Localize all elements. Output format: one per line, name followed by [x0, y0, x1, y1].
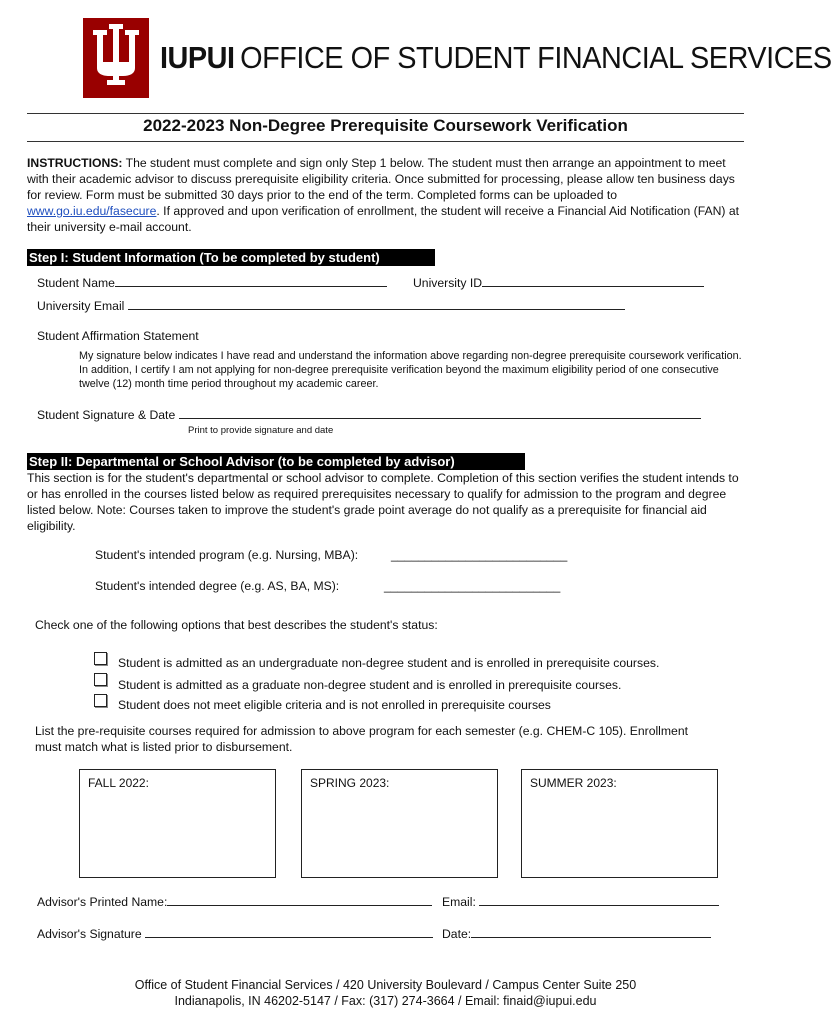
student-signature-row [37, 407, 701, 422]
affirmation-text: My signature below indicates I have read and understand the information above regarding non-degree prerequisite coursework verification. In addition, I certify I am not applying for non-degree prerequisite verification beyond the maximum eligibility period of one consecutive twelve (12) month time period throughout my academic career. [79, 350, 742, 390]
graduate-nondegree-checkbox[interactable] [94, 673, 107, 686]
advisor-email-row [442, 894, 719, 909]
fasecure-link[interactable]: www.go.iu.edu/fasecure [27, 204, 157, 218]
courses-prompt: List the pre-requisite courses required for admission to above program for each semester (e.g. CHEM-C 105). Enrollment must match what is listed prior to disbursement. [35, 724, 688, 754]
student-name-row [37, 275, 387, 290]
fall-2022-label: FALL 2022: [88, 776, 149, 790]
not-eligible-checkbox[interactable] [94, 694, 107, 707]
step1-heading: Step I: Student Information (To be completed by student) [27, 249, 435, 266]
program-field[interactable]: __________________________ [391, 548, 568, 562]
advisor-date-row [442, 926, 711, 941]
advisor-date-label: Date: [442, 927, 472, 941]
advisor-date-field[interactable] [471, 926, 711, 938]
brand-rest: OFFICE OF STUDENT FINANCIAL SERVICES [240, 40, 832, 75]
university-email-label: University Email [37, 299, 125, 313]
university-id-field[interactable] [482, 275, 704, 287]
affirmation-title: Student Affirmation Statement [37, 329, 199, 343]
spring-2023-box[interactable] [301, 769, 498, 878]
university-id-row [413, 275, 704, 290]
advisor-email-label: Email: [442, 895, 476, 909]
summer-2023-label: SUMMER 2023: [530, 776, 617, 790]
instructions-text-a: The student must complete and sign only Step 1 below. The student must then arrange an appointment to meet with their academic advisor to discuss prerequisite eligibility criteria. Once submitted for processing, please allow ten business days for review. Form must be submitted 30 days prior to the end of the term. Completed forms can be uploaded to [27, 156, 735, 202]
degree-field[interactable]: __________________________ [384, 579, 561, 593]
option-not-eligible-label: Student does not meet eligible criteria and is not enrolled in prerequisite courses [118, 698, 551, 712]
student-signature-field[interactable] [179, 407, 701, 419]
advisor-name-label: Advisor's Printed Name: [37, 895, 168, 909]
instructions-label: INSTRUCTIONS: [27, 156, 123, 170]
fall-2022-box[interactable] [79, 769, 276, 878]
title-top-rule [27, 113, 744, 114]
university-email-field[interactable] [128, 298, 625, 310]
footer-contact: Indianapolis, IN 46202-5147 / Fax: (317) 274-3664 / Email: finaid@iupui.edu [174, 994, 597, 1008]
spring-2023-label: SPRING 2023: [310, 776, 390, 790]
office-brand-title [160, 38, 832, 78]
signature-hint: Print to provide signature and date [188, 425, 334, 436]
instructions-text-b: . If approved and upon verification of enrollment, the student will receive a Financial Aid Notification (FAN) at their university e-mail account. [27, 204, 740, 234]
advisor-signature-row [37, 926, 433, 941]
summer-2023-box[interactable] [521, 769, 718, 878]
option-undergrad-label: Student is admitted as an undergraduate non-degree student and is enrolled in prerequisite courses. [118, 656, 660, 670]
university-id-label: University ID [413, 276, 483, 290]
option-graduate-label: Student is admitted as a graduate non-degree student and is enrolled in prerequisite courses. [118, 678, 622, 692]
university-email-row [37, 298, 625, 313]
step2-heading: Step II: Departmental or School Advisor (to be completed by advisor) [27, 453, 525, 470]
advisor-signature-field[interactable] [145, 926, 433, 938]
student-signature-label: Student Signature & Date [37, 408, 176, 422]
brand-bold: IUPUI [160, 40, 235, 75]
trident-icon [83, 18, 149, 98]
footer-address: Office of Student Financial Services / 420 University Boulevard / Campus Center Suite 250 [134, 978, 637, 992]
student-name-label: Student Name [37, 276, 115, 290]
advisor-email-field[interactable] [479, 894, 719, 906]
advisor-name-field[interactable] [167, 894, 432, 906]
iu-trident-logo [83, 18, 149, 98]
degree-label: Student's intended degree (e.g. AS, BA, MS): [95, 579, 340, 593]
document-title: 2022-2023 Non-Degree Prerequisite Coursework Verification [143, 116, 628, 135]
undergrad-nondegree-checkbox[interactable] [94, 652, 107, 665]
title-bottom-rule [27, 141, 744, 142]
check-prompt: Check one of the following options that best describes the student's status: [35, 618, 438, 632]
step2-intro: This section is for the student's departmental or school advisor to complete. Completion of this section verifies the student intends to or has enrolled in the courses listed below as required prerequisites necessary to qualify for admission to the program and degree listed below. Note: Courses taken to improve the student's grade point average do not qualify as a prerequisite for financial aid eligibility. [27, 471, 739, 533]
student-name-field[interactable] [115, 275, 387, 287]
advisor-signature-label: Advisor's Signature [37, 927, 142, 941]
advisor-name-row [37, 894, 432, 909]
instructions [27, 155, 743, 235]
program-label: Student's intended program (e.g. Nursing, MBA): [95, 548, 359, 562]
